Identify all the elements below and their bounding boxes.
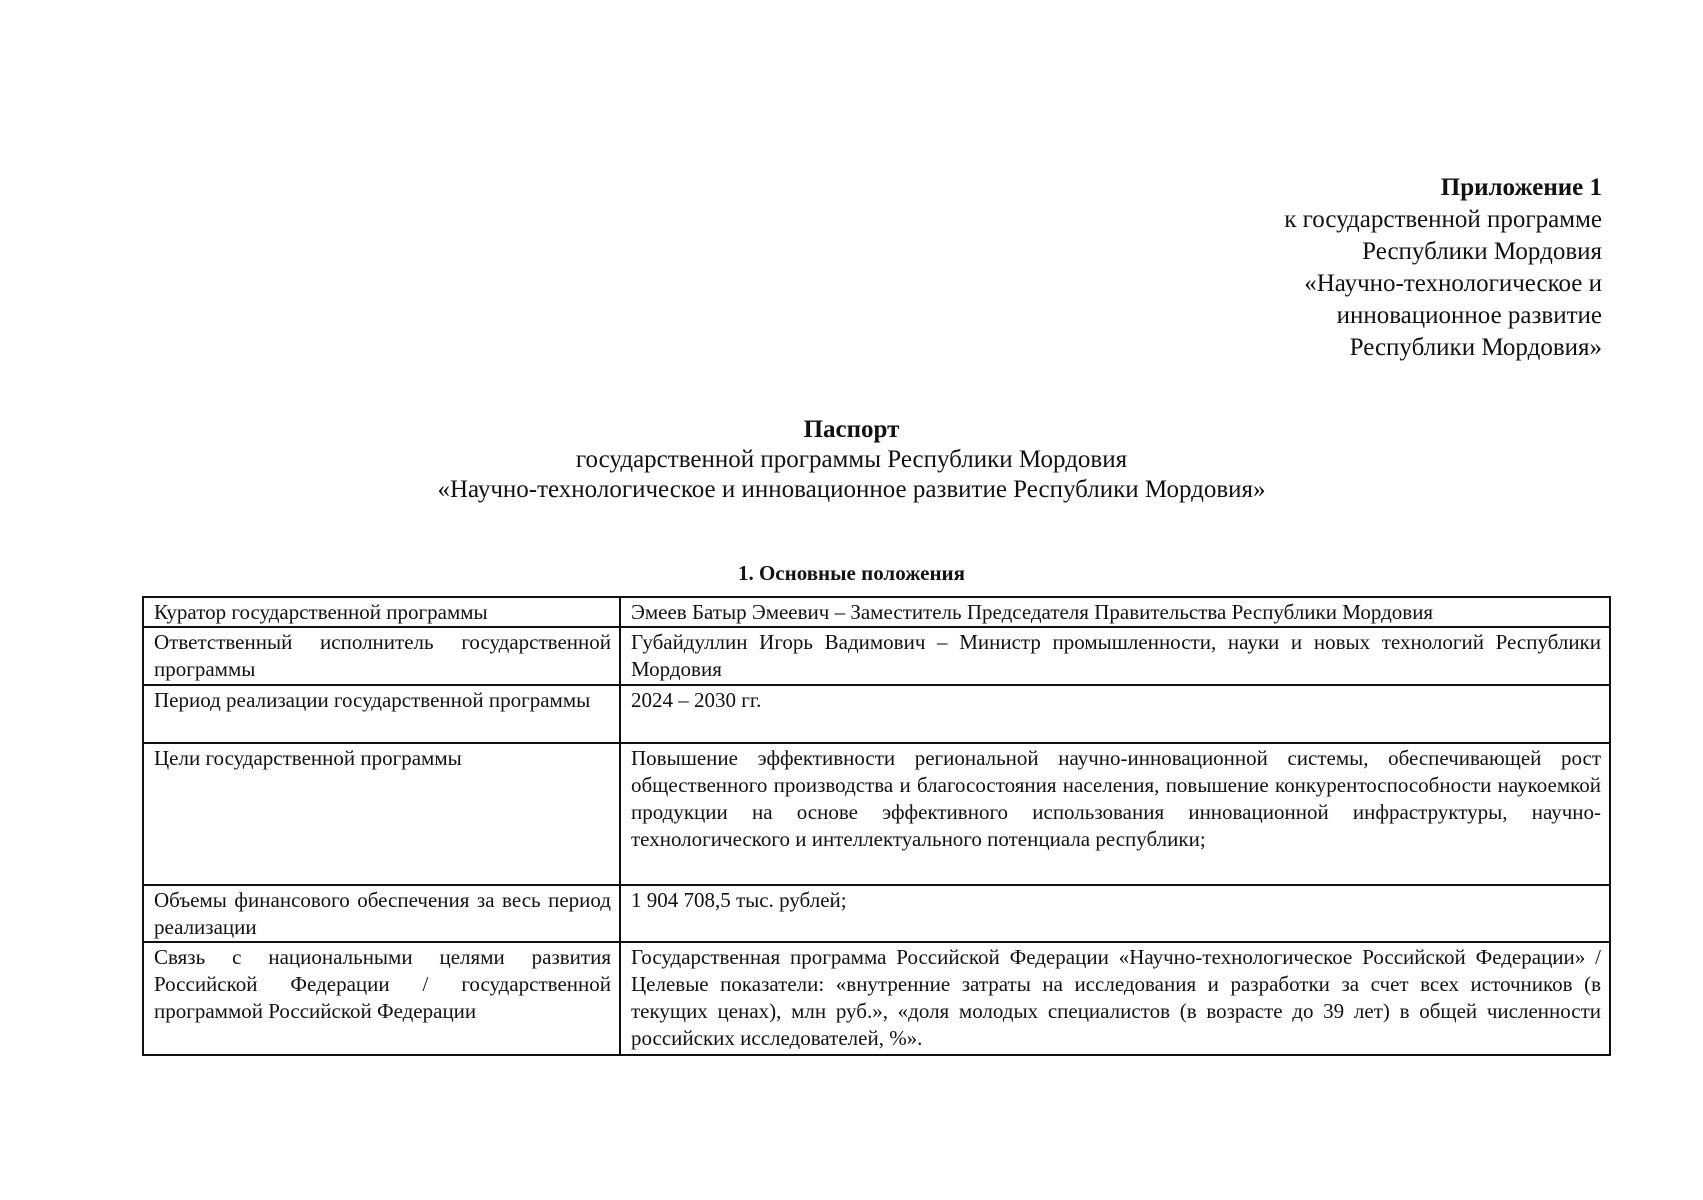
- row-value: Повышение эффективности региональной научно-инновационной системы, обеспечивающей рост общественного производства и благосостояния населения, повышение конкурентоспособности наукоемкой продукции на основе эффективного использования инновационной инфраструктуры, научно-технологического и интеллектуального потенциала республики;: [620, 743, 1610, 885]
- table-row-responsible: [143, 627, 1610, 685]
- appendix-title: Приложение 1: [1440, 174, 1602, 201]
- row-value: Государственная программа Российской Федерации «Научно-технологическое Российской Федерации» / Целевые показатели: «внутренние затраты на исследования и разработки за счет всех источников (в текущих ценах), млн руб.», «доля молодых специалистов (в возрасте до 39 лет) в общей численности российских исследователей, %».: [620, 942, 1610, 1055]
- row-value: 2024 – 2030 гг.: [620, 685, 1610, 743]
- row-label: Цели государственной программы: [143, 743, 620, 885]
- passport-subtitle: государственной программы Республики Мордовия: [575, 446, 1128, 473]
- table-row-curator: [143, 597, 1610, 627]
- table-row-period: [143, 685, 1610, 743]
- appendix-line: Республики Мордовия»: [1349, 334, 1602, 361]
- table-row-national-goals: [143, 942, 1610, 1055]
- passport-table: [142, 596, 1611, 1056]
- row-label: Связь с национальными целями развития Российской Федерации / государственной программой Российской Федерации: [143, 942, 620, 1055]
- table-row-funding: [143, 885, 1610, 942]
- section-title: 1. Основные положения: [737, 561, 966, 585]
- row-label: Период реализации государственной программы: [143, 685, 620, 743]
- row-label: Ответственный исполнитель государственной программы: [143, 627, 620, 685]
- appendix-header: [1002, 172, 1602, 364]
- appendix-line: Республики Мордовия: [1362, 238, 1602, 265]
- row-value: Губайдуллин Игорь Вадимович – Министр промышленности, науки и новых технологий Республики Мордовия: [620, 627, 1610, 685]
- row-value: 1 904 708,5 тыс. рублей;: [620, 885, 1610, 942]
- appendix-line: к государственной программе: [1284, 206, 1602, 233]
- row-label: Куратор государственной программы: [143, 597, 620, 627]
- passport-title: Паспорт: [803, 416, 900, 443]
- row-value: Эмеев Батыр Эмеевич – Заместитель Председателя Правительства Республики Мордовия: [620, 597, 1610, 627]
- passport-heading: [0, 415, 1703, 505]
- row-label: Объемы финансового обеспечения за весь период реализации: [143, 885, 620, 942]
- table-row-goals: [143, 743, 1610, 885]
- appendix-line: инновационное развитие: [1336, 302, 1602, 329]
- appendix-line: «Научно-технологическое и: [1304, 270, 1602, 297]
- passport-program-name: «Научно-технологическое и инновационное развитие Республики Мордовия»: [437, 476, 1266, 503]
